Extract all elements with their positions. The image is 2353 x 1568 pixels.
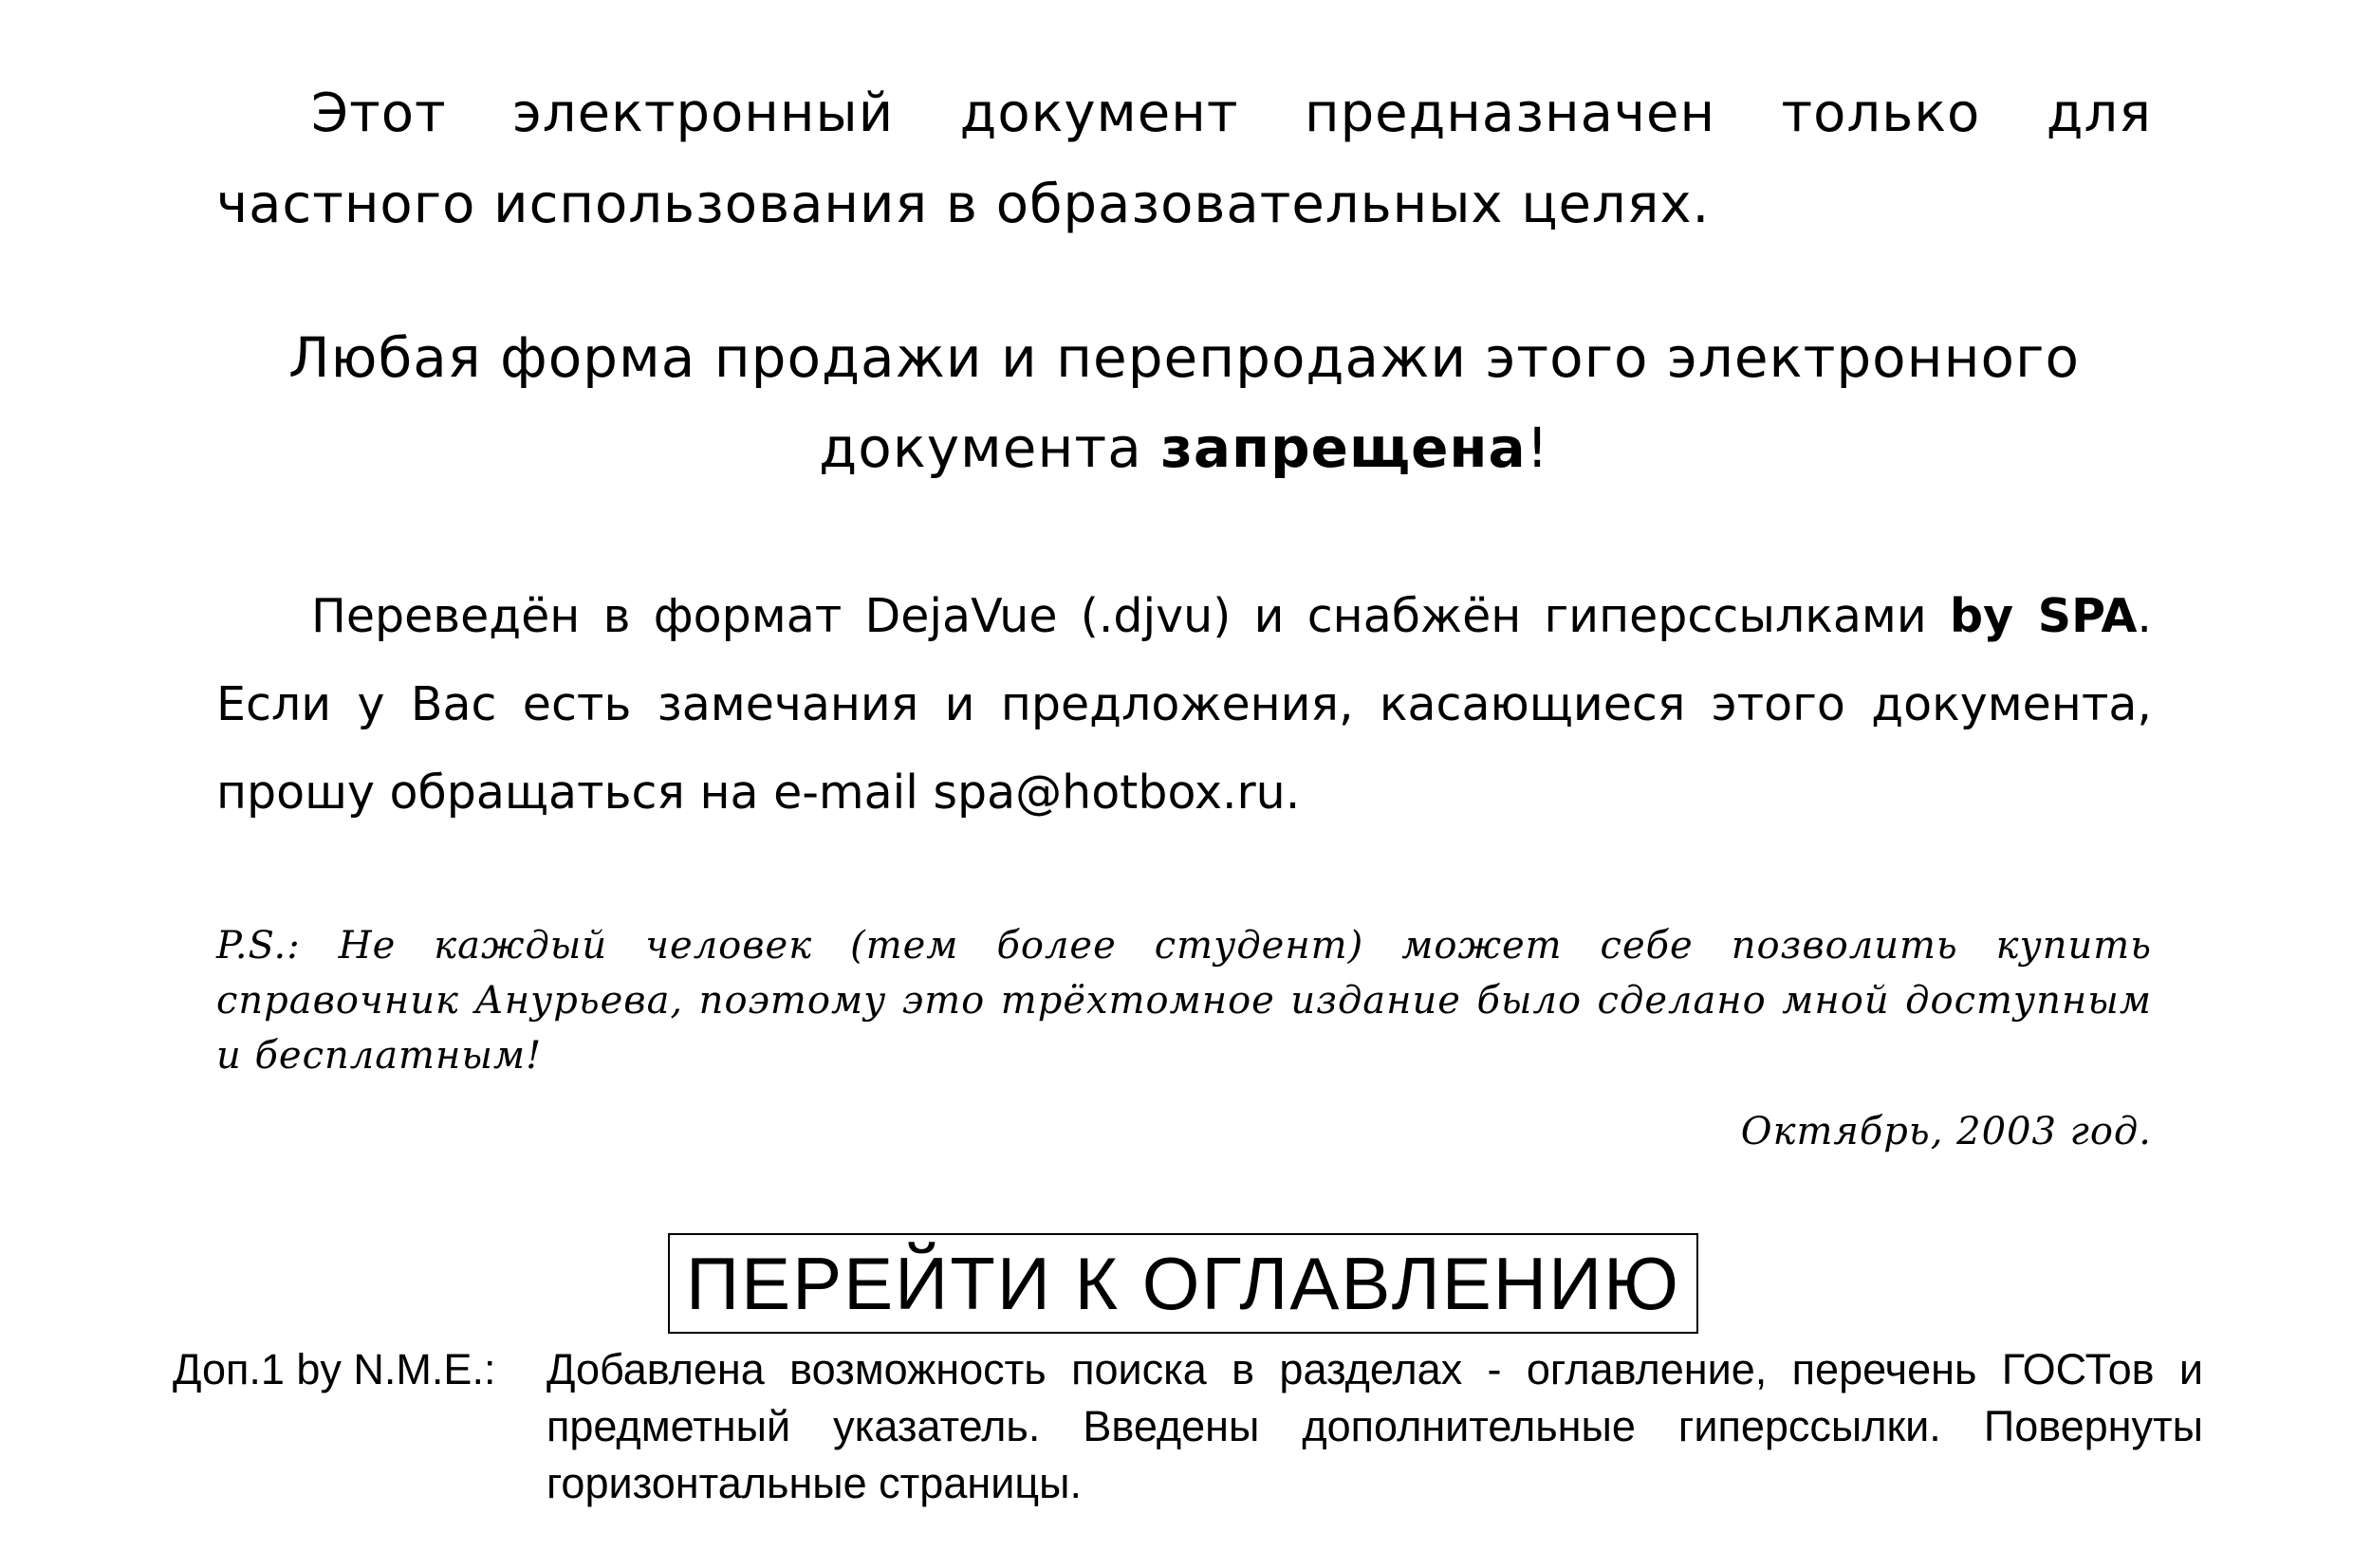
- notice-text: Этот электронный документ предназначен только для частного использования в образовательных целях.: [216, 83, 2152, 235]
- prohibition-line-2: [216, 403, 2152, 493]
- addendum-text: Добавлена возможность поиска в разделах - оглавление, перечень ГОСТов и предметный указатель. Введены дополнительные гиперссылки. Повернуты горизонтальные страницы.: [547, 1345, 2203, 1507]
- prohibition-emphasis: запрещена: [1160, 415, 1527, 480]
- go-to-contents-link[interactable]: [668, 1233, 1698, 1334]
- go-to-contents-label: ПЕРЕЙТИ К ОГЛАВЛЕНИЮ: [686, 1241, 1680, 1325]
- postscript-date: Октябрь, 2003 год.: [1740, 1110, 2152, 1153]
- prohibition-line-1: Любая форма продажи и перепродажи этого электронного: [288, 325, 2080, 390]
- addendum-note: [173, 1341, 2203, 1512]
- addendum-label: Доп.1 by N.M.E.:: [173, 1345, 496, 1393]
- conversion-text-2: . Если у Вас есть замечания и предложения, касающиеся этого документа, прошу обращаться на e-mail spa@hotbox.ru.: [216, 589, 2152, 820]
- conversion-text-1: Переведён в формат DejaVue (.djvu) и снабжён гиперссылками: [311, 589, 1951, 643]
- postscript-text: P.S.: Не каждый человек (тем более студент) может себе позволить купить справочник Анурьева, поэтому это трёхтомное издание было сделано мной доступным и бесплатным!: [216, 924, 2152, 1078]
- conversion-paragraph: [216, 572, 2152, 837]
- prohibition-prefix: документа: [819, 415, 1161, 480]
- postscript-paragraph: [216, 918, 2152, 1083]
- prohibition-suffix: !: [1526, 415, 1549, 480]
- notice-paragraph: [216, 68, 2152, 250]
- conversion-author: by SPA: [1950, 589, 2138, 643]
- prohibition-paragraph: [216, 313, 2152, 493]
